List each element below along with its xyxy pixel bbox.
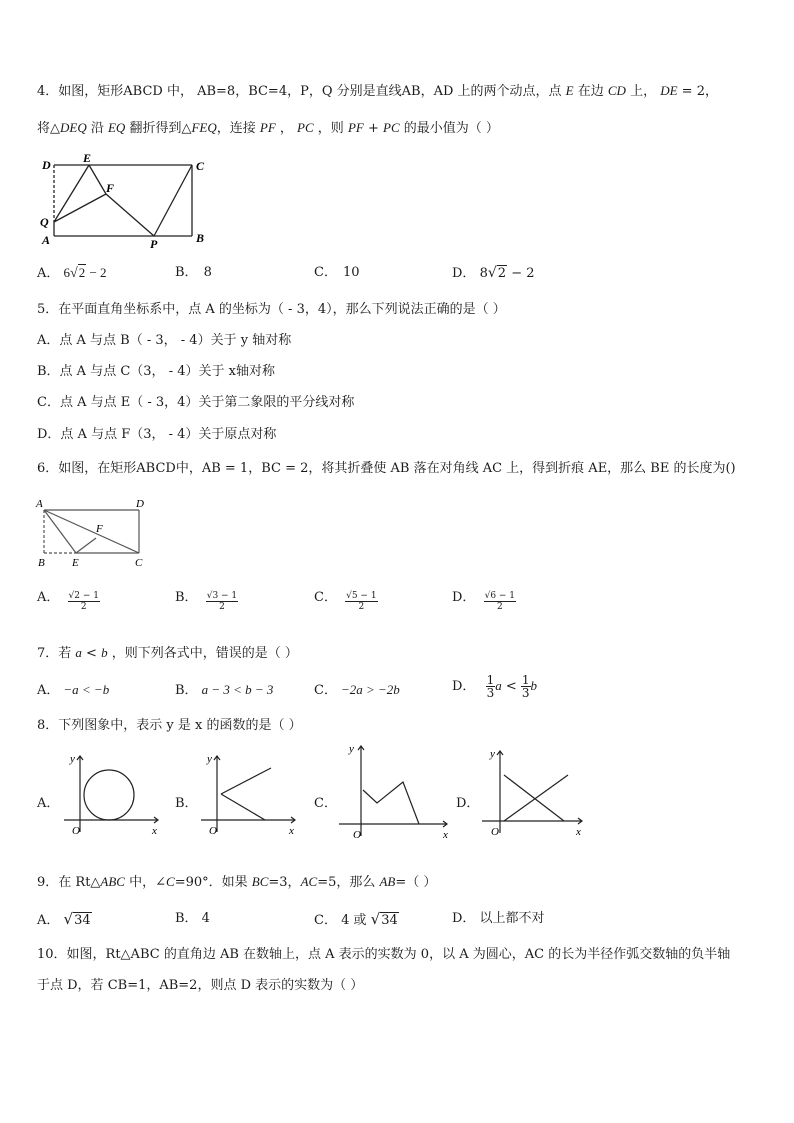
q5-stem: 5．在平面直角坐标系中，点 A 的坐标为（ - 3，4），那么下列说法正确的是（ ） xyxy=(37,302,506,317)
svg-text:y: y xyxy=(207,753,212,765)
q7-option-b[interactable]: B． a − 3 < b − 3 xyxy=(175,682,274,698)
q4-label-P: P xyxy=(150,237,158,250)
q4-label-Q: Q xyxy=(40,215,49,229)
q4-label-F: F xyxy=(106,181,115,195)
q4-figure xyxy=(36,150,216,250)
q7-option-a[interactable]: A． −a < −b xyxy=(37,682,110,698)
q9-option-a[interactable]: A． √34 xyxy=(37,910,91,928)
q7-option-d[interactable]: D． $\frac{1}{3}a$ < $\frac{1}{3}b$ xyxy=(452,673,538,700)
svg-text:y: y xyxy=(490,748,495,760)
q4-label-C: C xyxy=(196,159,205,173)
q5-option-b[interactable]: B．点 A 与点 C（3， - 4）关于 x轴对称 xyxy=(37,364,275,379)
svg-text:x: x xyxy=(576,826,581,838)
svg-text:y: y xyxy=(70,753,75,765)
q5-option-d[interactable]: D．点 A 与点 F（3， - 4）关于原点对称 xyxy=(37,427,277,442)
q4-label-D: D xyxy=(42,158,51,172)
q6-option-d[interactable]: D． $\frac{√6 - 1}{2}$ xyxy=(452,590,516,612)
q9-option-b[interactable]: B． 4 xyxy=(175,911,210,926)
q9-option-d[interactable]: D． 以上都不对 xyxy=(452,911,545,926)
q6-label-F: F xyxy=(96,523,103,535)
q6-label-B: B xyxy=(38,557,45,569)
q6-label-C: C xyxy=(135,557,143,569)
q4-option-b[interactable]: B． 8 xyxy=(175,265,212,280)
svg-text:y: y xyxy=(349,743,354,755)
q6-stem: 6．如图，在矩形ABCD中，AB = 1，BC = 2，将其折叠使 AB 落在对角线 AC 上，得到折痕 AE，那么 BE 的长度为() xyxy=(37,461,736,476)
q10-stem-line2: 于点 D，若 CB=1，AB=2，则点 D 表示的实数为（ ） xyxy=(37,978,364,993)
svg-text:O: O xyxy=(353,829,361,841)
q8-option-c-label[interactable]: C． xyxy=(314,796,337,811)
q7-stem: 7．若 a < b ，则下列各式中，错误的是（ ） xyxy=(37,645,298,661)
q4-option-c[interactable]: C． 10 xyxy=(314,265,360,280)
q8-graph-c[interactable] xyxy=(333,738,458,843)
q4-option-d[interactable]: D． 8√2 − 2 xyxy=(452,265,535,281)
svg-text:O: O xyxy=(209,825,217,837)
q8-stem: 8．下列图象中，表示 y 是 x 的函数的是（ ） xyxy=(37,718,302,733)
svg-text:x: x xyxy=(443,829,448,841)
q8-option-a-label[interactable]: A． xyxy=(37,796,60,811)
q8-graph-d[interactable] xyxy=(478,743,593,838)
q6-option-b[interactable]: B． $\frac{√3 - 1}{2}$ xyxy=(175,590,238,612)
q6-label-A: A xyxy=(36,498,43,510)
q6-figure xyxy=(34,496,154,571)
q4-label-B: B xyxy=(196,231,205,245)
q8-option-d-label[interactable]: D． xyxy=(456,796,480,811)
q4-stem-line2: 将△DEQ 沿 EQ 翻折得到△FEQ，连接 PF ， PC ，则 PF + PC 的最小值为（ ） xyxy=(37,120,499,136)
q4-label-A: A xyxy=(42,233,51,247)
q6-option-a[interactable]: A． $\frac{√2 - 1}{2}$ xyxy=(37,590,99,612)
q4-stem-line1: 4．如图，矩形ABCD 中， AB=8，BC=4，P，Q 分别是直线AB，AD 上的两个动点，点 E 在边 CD 上， DE = 2， xyxy=(37,83,718,99)
svg-text:x: x xyxy=(289,825,294,837)
q10-stem-line1: 10．如图，Rt△ABC 的直角边 AB 在数轴上，点 A 表示的实数为 0，以 A 为圆心，AC 的长为半径作弧交数轴的负半轴 xyxy=(37,947,731,962)
q9-option-c[interactable]: C． 4 或 √34 xyxy=(314,910,398,928)
svg-text:O: O xyxy=(491,826,499,838)
q9-stem: 9．在 Rt△ABC 中，∠C=90°．如果 BC=3，AC=5，那么 AB=（ ） xyxy=(37,874,437,890)
q7-option-c[interactable]: C． −2a > −2b xyxy=(314,682,400,698)
q5-option-c[interactable]: C．点 A 与点 E（ - 3，4）关于第二象限的平分线对称 xyxy=(37,395,355,410)
q8-option-b-label[interactable]: B． xyxy=(175,796,198,811)
svg-text:x: x xyxy=(152,825,157,837)
q4-option-a[interactable]: A． 6√2 − 2 xyxy=(37,265,107,281)
q4-label-E: E xyxy=(83,151,92,165)
q6-label-D: D xyxy=(136,498,144,510)
q5-option-a[interactable]: A．点 A 与点 B（ - 3， - 4）关于 y 轴对称 xyxy=(37,333,292,348)
q6-label-E: E xyxy=(72,557,79,569)
q6-option-c[interactable]: C． $\frac{√5 - 1}{2}$ xyxy=(314,590,377,612)
q8-graph-b[interactable] xyxy=(195,748,305,838)
q8-graph-a[interactable] xyxy=(58,748,168,838)
svg-text:O: O xyxy=(72,825,80,837)
